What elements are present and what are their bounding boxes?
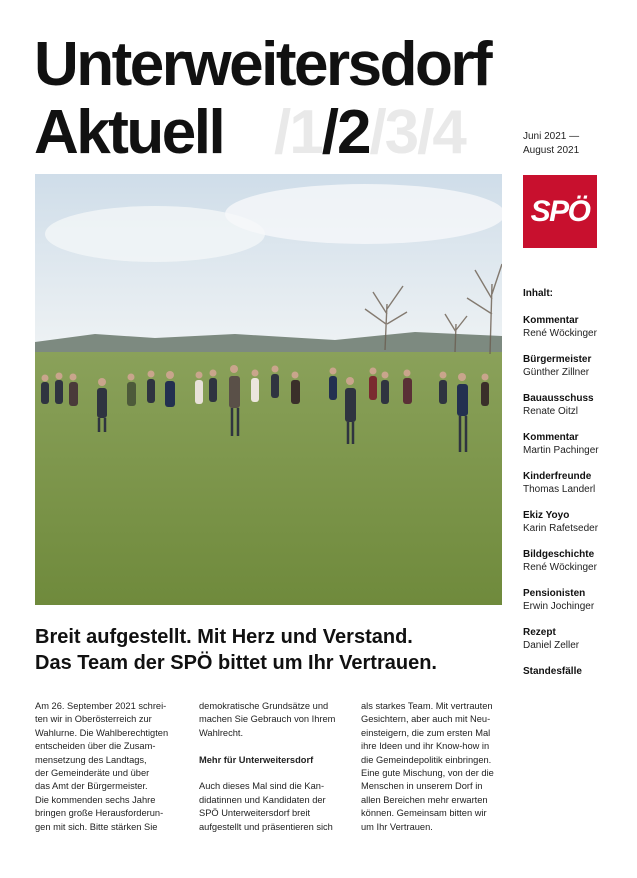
toc-section: Kommentar xyxy=(523,315,579,326)
toc-section: Bauausschuss xyxy=(523,393,594,404)
issue-previous: /1 xyxy=(274,98,322,167)
toc-section: Standesfälle xyxy=(523,666,582,677)
headline-line1: Breit aufgestellt. Mit Herz und Verstand. xyxy=(35,626,413,648)
toc-item xyxy=(523,665,633,704)
toc-author: Karin Rafetseder xyxy=(523,523,599,534)
issue-current: /2 xyxy=(321,98,370,167)
article-column-2 xyxy=(199,700,347,834)
issue-next: /3/4 xyxy=(369,98,465,167)
toc-item xyxy=(523,587,633,626)
toc-author: Daniel Zeller xyxy=(523,640,580,651)
toc-author: Erwin Jochinger xyxy=(523,601,595,612)
toc-item xyxy=(523,548,633,587)
toc-section: Rezept xyxy=(523,627,556,638)
toc-section: Kinderfreunde xyxy=(523,471,592,482)
column-2-body: Auch dieses Mal sind die Kan- didatinnen und Kandidaten der SPÖ Unterweitersdorf breit aufgestellt und präsentieren sich xyxy=(199,781,333,832)
toc-section: Pensionisten xyxy=(523,588,586,599)
masthead-title: Unterweitersdorf xyxy=(34,30,491,99)
toc-section: Bürgermeister xyxy=(523,354,592,365)
issue-date-line2: August 2021 xyxy=(523,145,580,156)
toc-author: René Wöckinger xyxy=(523,328,597,339)
toc-item xyxy=(523,392,633,431)
toc-author: Renate Oitzl xyxy=(523,406,579,417)
toc-heading: Inhalt: xyxy=(523,288,553,299)
toc-author: Martin Pachinger xyxy=(523,445,599,456)
column-2-intro: demokratische Grundsätze und machen Sie Gebrauch von Ihrem Wahlrecht. xyxy=(199,701,336,738)
group-photo xyxy=(35,174,502,605)
toc-section: Kommentar xyxy=(523,432,579,443)
group-photo-image xyxy=(35,174,502,605)
issue-number xyxy=(274,98,465,167)
toc-section: Bildgeschichte xyxy=(523,549,595,560)
toc-item xyxy=(523,431,633,470)
headline-line2: Das Team der SPÖ bittet um Ihr Vertrauen. xyxy=(35,652,437,674)
issue-date xyxy=(523,130,613,158)
toc-author: René Wöckinger xyxy=(523,562,597,573)
toc-author: Thomas Landerl xyxy=(523,484,596,495)
masthead-subtitle: Aktuell xyxy=(34,98,224,167)
article-subheading: Mehr für Unterweitersdorf xyxy=(199,754,314,765)
toc-section: Ekiz Yoyo xyxy=(523,510,570,521)
toc-item xyxy=(523,626,633,665)
spoe-logo xyxy=(523,175,597,248)
table-of-contents xyxy=(523,314,633,704)
toc-item xyxy=(523,353,633,392)
toc-item xyxy=(523,509,633,548)
article-column-3: als starkes Team. Mit vertrauten Gesichtern, aber auch mit Neu- einsteigern, die zum ersten Mal ihre Ideen und ihr Know-how in die Gemeindepolitik einbringen. Eine gute Mischung, von der die Menschen in unserem Dorf in allen Bereichen mehr erwarten können. Gemeinsam bitten wir um Ihr Vertrauen. xyxy=(361,701,494,832)
article-column-1: Am 26. September 2021 schrei- ten wir in Oberösterreich zur Wahlurne. Die Wahlberechtigten entscheiden über die Zusam- mensetzung des Landtags, der Gemeinderäte und über das Amt der Bürgermeister. Die kommenden sechs Jahre bringen große Herausforderun- gen mit sich. Bitte stärken Sie xyxy=(35,701,169,832)
logo-text: SPÖ xyxy=(530,194,590,228)
issue-date-line1: Juni 2021 — xyxy=(523,131,580,142)
toc-item xyxy=(523,470,633,509)
toc-item xyxy=(523,314,633,353)
toc-author: Günther Zillner xyxy=(523,367,590,378)
article-headline xyxy=(35,624,515,676)
